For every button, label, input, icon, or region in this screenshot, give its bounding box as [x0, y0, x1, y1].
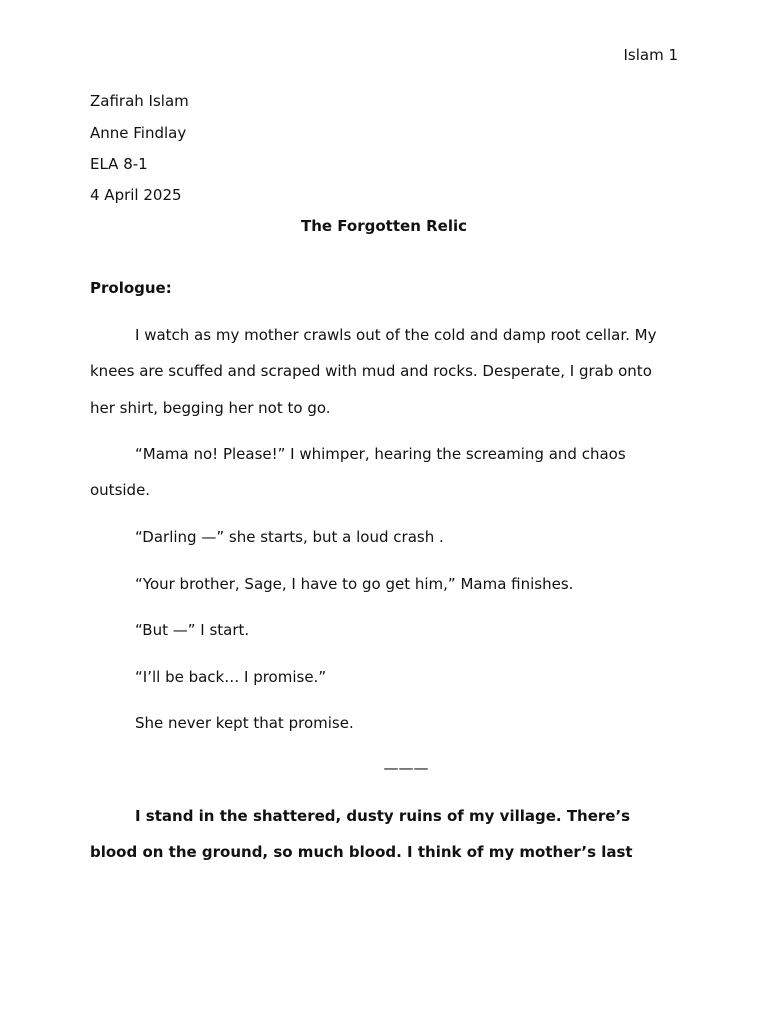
paragraph-7: She never kept that promise. — [135, 714, 354, 732]
paragraph-6: “I’ll be back… I promise.” — [135, 668, 327, 686]
bold-paragraph: I stand in the shattered, dusty ruins of my village. There’s blood on the ground, so much blood. I think of my mother’s last — [90, 807, 633, 862]
document-date: 4 April 2025 — [90, 186, 182, 204]
course-name: ELA 8-1 — [90, 155, 148, 173]
paragraph-2: “Mama no! Please!” I whimper, hearing the screaming and chaos outside. — [90, 445, 626, 500]
paragraph-4: “Your brother, Sage, I have to go get him,” Mama finishes. — [135, 575, 574, 593]
section-heading: Prologue: — [90, 279, 172, 297]
paragraph-3: “Darling —” she starts, but a loud crash . — [135, 528, 444, 546]
student-name: Zafirah Islam — [90, 92, 189, 110]
teacher-name: Anne Findlay — [90, 124, 187, 142]
paragraph-1: I watch as my mother crawls out of the cold and damp root cellar. My knees are scuffed and scraped with mud and rocks. Desperate, I grab onto her shirt, begging her not to go. — [90, 326, 657, 417]
scene-divider: ——— — [383, 759, 429, 777]
page-header-label: Islam 1 — [623, 46, 678, 64]
paragraph-5: “But —” I start. — [135, 621, 250, 639]
document-title: The Forgotten Relic — [300, 217, 467, 235]
